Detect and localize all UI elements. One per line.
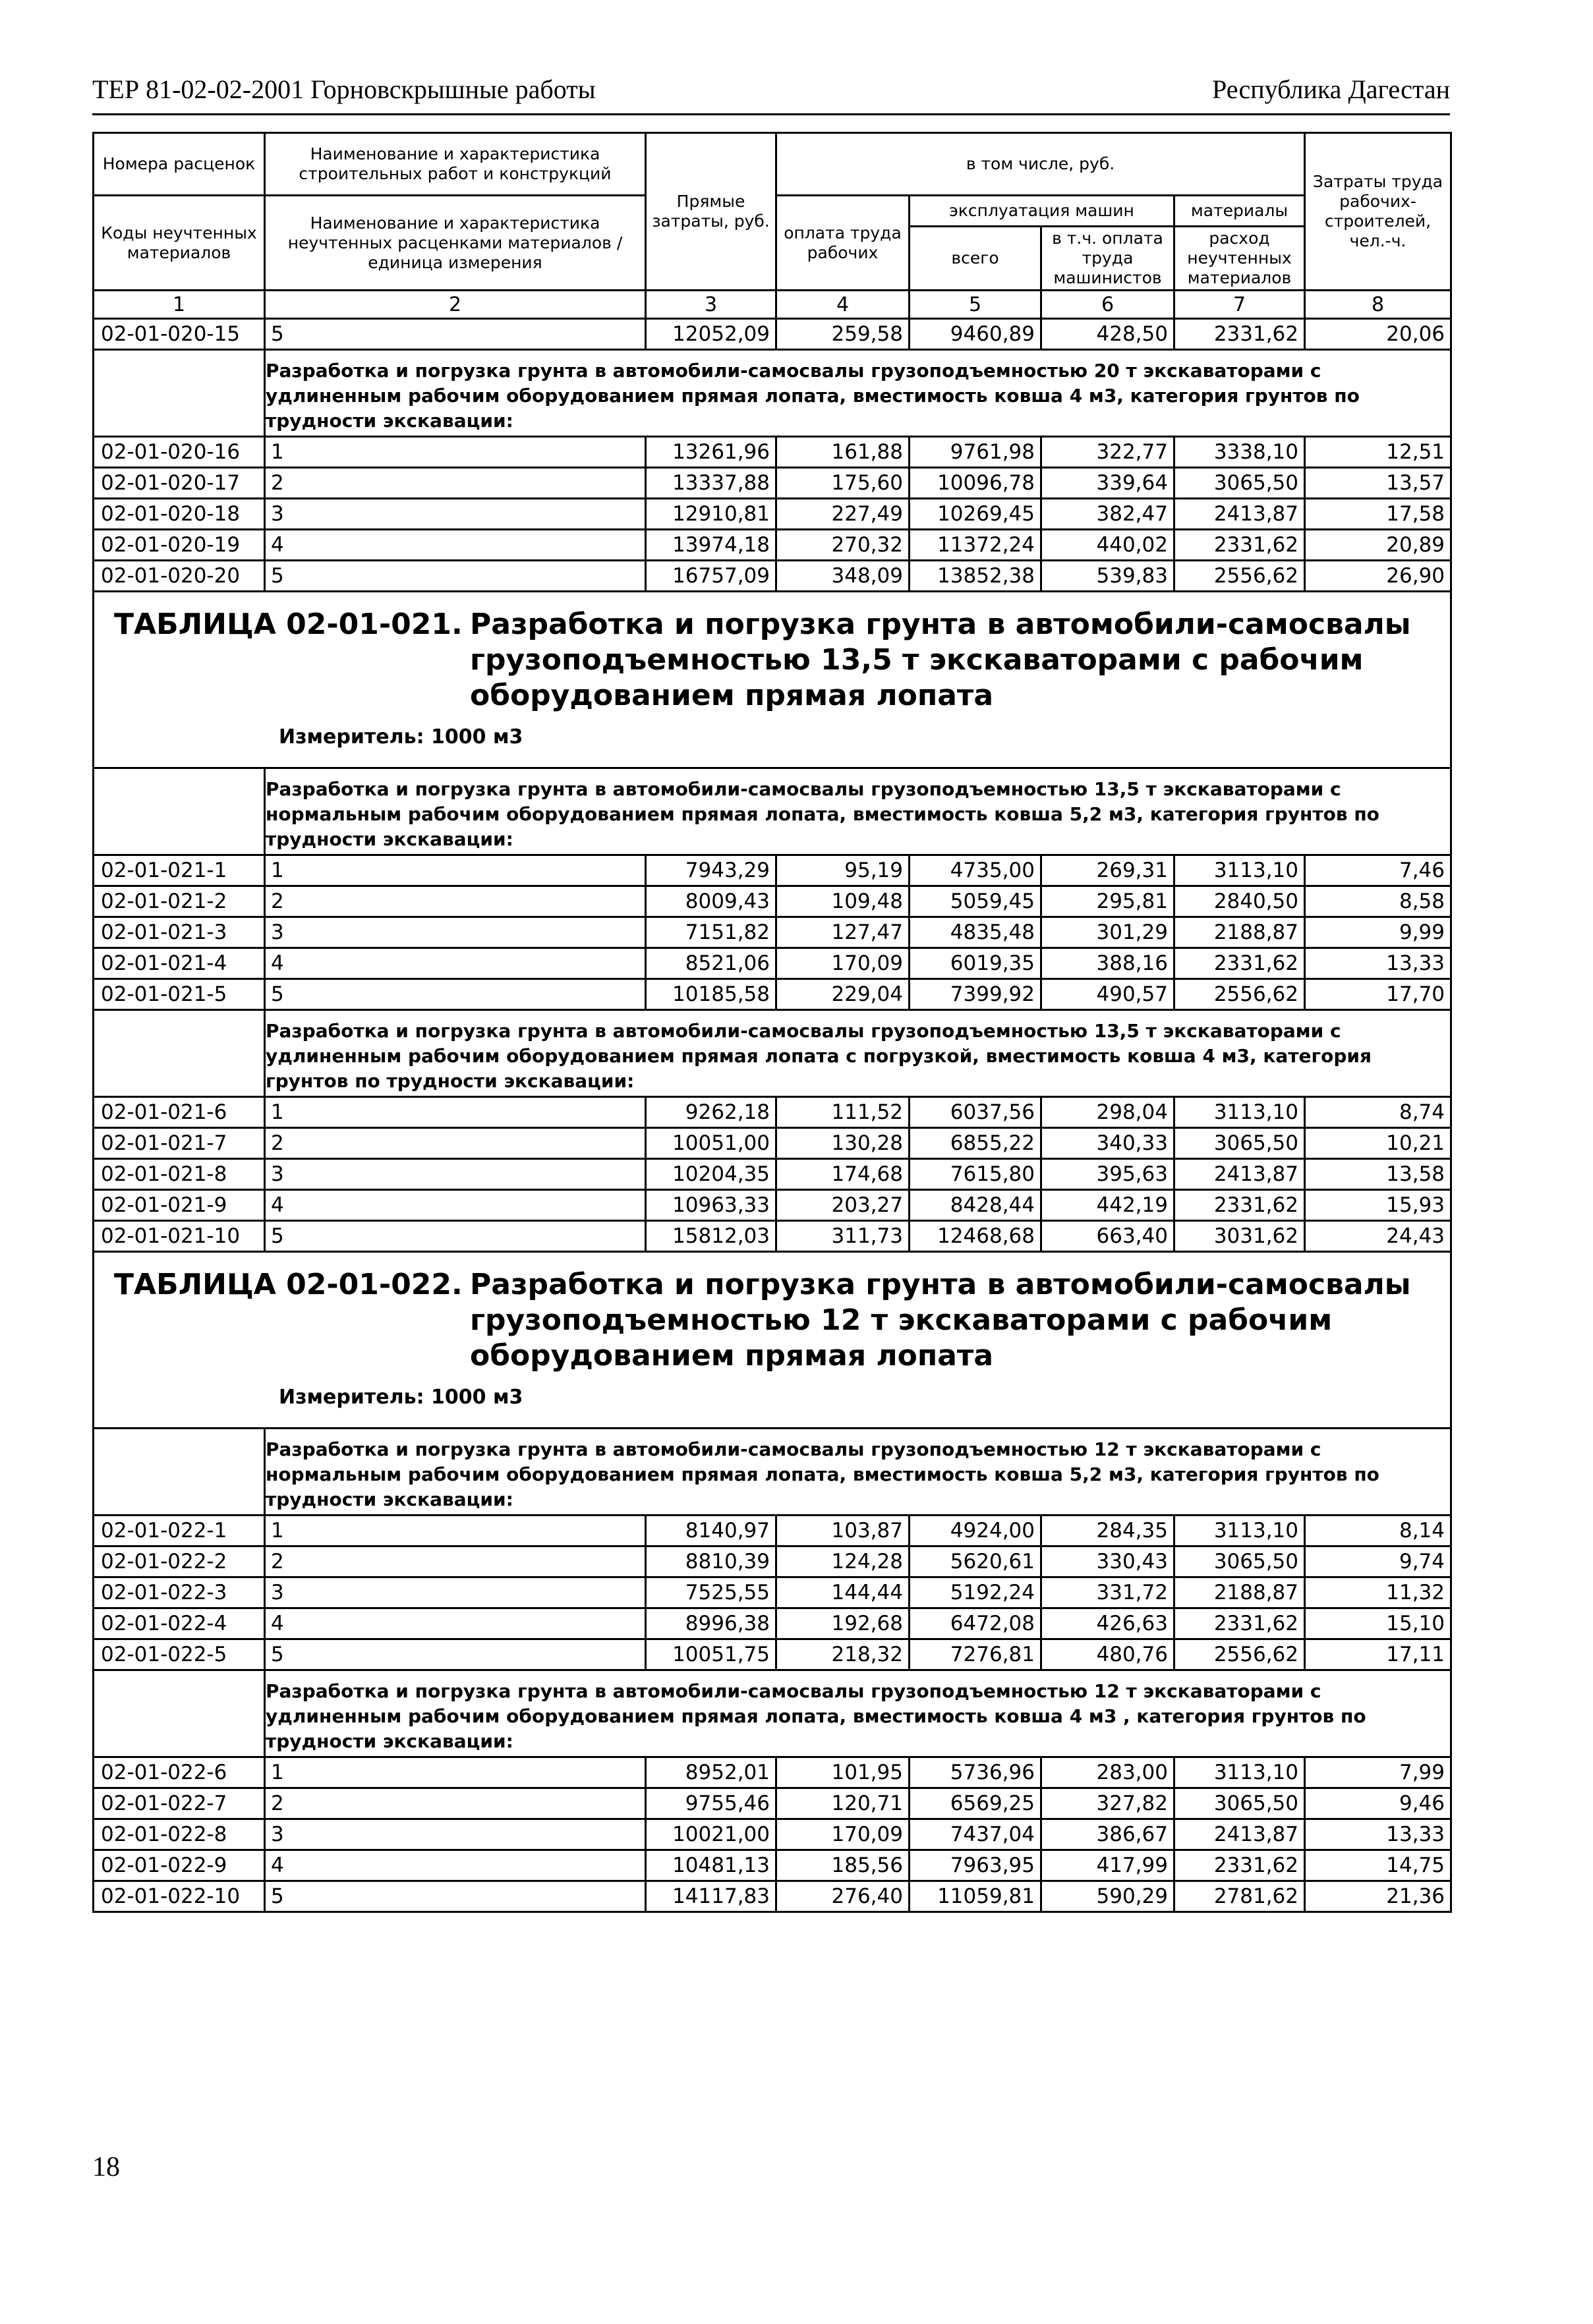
operator-wages: 490,57	[1041, 979, 1174, 1010]
worker-wages: 175,60	[776, 468, 910, 499]
materials-cost: 2556,62	[1174, 979, 1305, 1010]
rate-index: 1	[265, 437, 646, 468]
section-description-row	[94, 1429, 1451, 1516]
col-number: 3	[646, 291, 776, 319]
materials-cost: 3065,50	[1174, 1788, 1305, 1819]
labor-hours: 26,90	[1305, 561, 1451, 592]
direct-cost: 10051,75	[646, 1639, 776, 1670]
rate-code: 02-01-021-4	[94, 948, 265, 979]
rate-index: 1	[265, 855, 646, 886]
operator-wages: 269,31	[1041, 855, 1174, 886]
worker-wages: 95,19	[776, 855, 910, 886]
operator-wages: 298,04	[1041, 1097, 1174, 1128]
rate-code: 02-01-020-20	[94, 561, 265, 592]
machine-cost: 12468,68	[910, 1221, 1041, 1252]
table-row	[94, 468, 1451, 499]
rate-code: 02-01-022-3	[94, 1577, 265, 1608]
table-row	[94, 499, 1451, 530]
machine-cost: 11059,81	[910, 1881, 1041, 1912]
rate-index: 3	[265, 499, 646, 530]
machine-cost: 13852,38	[910, 561, 1041, 592]
labor-hours: 8,58	[1305, 886, 1451, 917]
machine-cost: 5059,45	[910, 886, 1041, 917]
machine-cost: 6019,35	[910, 948, 1041, 979]
rate-code: 02-01-021-8	[94, 1159, 265, 1190]
operator-wages: 663,40	[1041, 1221, 1174, 1252]
worker-wages: 276,40	[776, 1881, 910, 1912]
header-document-title: ТЕР 81-02-02-2001 Горновскрышные работы	[92, 74, 596, 104]
labor-hours: 24,43	[1305, 1221, 1451, 1252]
section-description-row	[94, 1670, 1451, 1757]
table-row	[94, 1097, 1451, 1128]
table-row	[94, 948, 1451, 979]
materials-cost: 2331,62	[1174, 948, 1305, 979]
operator-wages: 442,19	[1041, 1190, 1174, 1221]
worker-wages: 103,87	[776, 1516, 910, 1546]
labor-hours: 7,99	[1305, 1757, 1451, 1788]
machine-cost: 4924,00	[910, 1516, 1041, 1546]
col-number: 7	[1174, 291, 1305, 319]
col-number: 8	[1305, 291, 1451, 319]
col-head-including: в том числе, руб.	[776, 133, 1305, 196]
labor-hours: 14,75	[1305, 1850, 1451, 1881]
rate-code: 02-01-021-2	[94, 886, 265, 917]
materials-cost: 2188,87	[1174, 1577, 1305, 1608]
worker-wages: 109,48	[776, 886, 910, 917]
operator-wages: 295,81	[1041, 886, 1174, 917]
machine-cost: 5736,96	[910, 1757, 1041, 1788]
rate-index: 2	[265, 468, 646, 499]
direct-cost: 10185,58	[646, 979, 776, 1010]
machine-cost: 4735,00	[910, 855, 1041, 886]
worker-wages: 259,58	[776, 319, 910, 350]
direct-cost: 10204,35	[646, 1159, 776, 1190]
header-rule	[92, 113, 1450, 115]
materials-cost: 2840,50	[1174, 886, 1305, 917]
labor-hours: 20,06	[1305, 319, 1451, 350]
table-row	[94, 1788, 1451, 1819]
rate-index: 4	[265, 1190, 646, 1221]
col-head-codes-top: Номера расценок	[94, 133, 265, 196]
labor-hours: 12,51	[1305, 437, 1451, 468]
worker-wages: 170,09	[776, 1819, 910, 1850]
direct-cost: 16757,09	[646, 561, 776, 592]
worker-wages: 203,27	[776, 1190, 910, 1221]
rate-index: 4	[265, 948, 646, 979]
direct-cost: 8009,43	[646, 886, 776, 917]
machine-cost: 8428,44	[910, 1190, 1041, 1221]
direct-cost: 10051,00	[646, 1128, 776, 1159]
worker-wages: 270,32	[776, 530, 910, 561]
operator-wages: 340,33	[1041, 1128, 1174, 1159]
worker-wages: 144,44	[776, 1577, 910, 1608]
table-title-row	[94, 1252, 1451, 1429]
section-description: Разработка и погрузка грунта в автомобили-самосвалы грузоподъемностью 13,5 т экскаваторами с удлиненным рабочим оборудованием прямая лопата с погрузкой, вместимость ковша 4 м3, категория грунтов по трудности экскавации:	[265, 1010, 1451, 1097]
rate-code: 02-01-022-5	[94, 1639, 265, 1670]
table-row	[94, 979, 1451, 1010]
labor-hours: 15,93	[1305, 1190, 1451, 1221]
direct-cost: 7525,55	[646, 1577, 776, 1608]
direct-cost: 9755,46	[646, 1788, 776, 1819]
machine-cost: 4835,48	[910, 917, 1041, 948]
rate-code: 02-01-020-19	[94, 530, 265, 561]
table-label: ТАБЛИЦА 02-01-022.	[114, 1268, 463, 1301]
table-row	[94, 1546, 1451, 1577]
table-row	[94, 917, 1451, 948]
direct-cost: 7151,82	[646, 917, 776, 948]
section-description-row	[94, 768, 1451, 855]
table-row	[94, 561, 1451, 592]
operator-wages: 428,50	[1041, 319, 1174, 350]
worker-wages: 174,68	[776, 1159, 910, 1190]
worker-wages: 192,68	[776, 1608, 910, 1639]
labor-hours: 8,74	[1305, 1097, 1451, 1128]
section-description: Разработка и погрузка грунта в автомобили-самосвалы грузоподъемностью 12 т экскаваторами с нормальным рабочим оборудованием прямая лопата, вместимость ковша 5,2 м3, категория грунтов по трудности экскавации:	[265, 1429, 1451, 1516]
rate-index: 3	[265, 1819, 646, 1850]
table-label: ТАБЛИЦА 02-01-021.	[114, 608, 463, 641]
worker-wages: 227,49	[776, 499, 910, 530]
machine-cost: 6569,25	[910, 1788, 1041, 1819]
materials-cost: 3065,50	[1174, 1546, 1305, 1577]
table-row	[94, 886, 1451, 917]
col-number: 4	[776, 291, 910, 319]
worker-wages: 120,71	[776, 1788, 910, 1819]
rate-code: 02-01-020-15	[94, 319, 265, 350]
section-description: Разработка и погрузка грунта в автомобили-самосвалы грузоподъемностью 13,5 т экскаваторами с нормальным рабочим оборудованием прямая лопата, вместимость ковша 5,2 м3, категория грунтов по трудности экскавации:	[265, 768, 1451, 855]
table-row	[94, 1516, 1451, 1546]
table-row	[94, 1881, 1451, 1912]
rate-code: 02-01-020-16	[94, 437, 265, 468]
machine-cost: 7276,81	[910, 1639, 1041, 1670]
machine-cost: 6855,22	[910, 1128, 1041, 1159]
operator-wages: 426,63	[1041, 1608, 1174, 1639]
labor-hours: 20,89	[1305, 530, 1451, 561]
direct-cost: 12052,09	[646, 319, 776, 350]
materials-cost: 3113,10	[1174, 855, 1305, 886]
section-description: Разработка и погрузка грунта в автомобили-самосвалы грузоподъемностью 12 т экскаваторами с удлиненным рабочим оборудованием прямая лопата, вместимость ковша 4 м3 , категория грунтов по трудности экскавации:	[265, 1670, 1451, 1757]
col-number: 1	[94, 291, 265, 319]
rate-code: 02-01-020-17	[94, 468, 265, 499]
col-head-machines-total: всего	[910, 227, 1041, 291]
direct-cost: 8521,06	[646, 948, 776, 979]
materials-cost: 2413,87	[1174, 1159, 1305, 1190]
direct-cost: 14117,83	[646, 1881, 776, 1912]
worker-wages: 348,09	[776, 561, 910, 592]
labor-hours: 17,70	[1305, 979, 1451, 1010]
operator-wages: 330,43	[1041, 1546, 1174, 1577]
rate-index: 5	[265, 979, 646, 1010]
rate-code: 02-01-021-6	[94, 1097, 265, 1128]
machine-cost: 6472,08	[910, 1608, 1041, 1639]
labor-hours: 21,36	[1305, 1881, 1451, 1912]
direct-cost: 10963,33	[646, 1190, 776, 1221]
rate-code: 02-01-021-10	[94, 1221, 265, 1252]
labor-hours: 9,74	[1305, 1546, 1451, 1577]
materials-cost: 2331,62	[1174, 1850, 1305, 1881]
price-table	[92, 132, 1452, 1913]
direct-cost: 8810,39	[646, 1546, 776, 1577]
operator-wages: 388,16	[1041, 948, 1174, 979]
rate-index: 1	[265, 1757, 646, 1788]
table-row	[94, 1819, 1451, 1850]
col-head-direct: Прямые затраты, руб.	[646, 133, 776, 291]
materials-cost: 3113,10	[1174, 1097, 1305, 1128]
col-head-name-bottom: Наименование и характеристика неучтенных расценками материалов / единица измерения	[265, 196, 646, 291]
col-number: 2	[265, 291, 646, 319]
table-row	[94, 319, 1451, 350]
col-head-wages: оплата труда рабочих	[776, 196, 910, 291]
col-head-materials: материалы	[1174, 196, 1305, 227]
section-description: Разработка и погрузка грунта в автомобили-самосвалы грузоподъемностью 20 т экскаваторами с удлиненным рабочим оборудованием прямая лопата, вместимость ковша 4 м3, категория грунтов по трудности экскавации:	[265, 350, 1451, 437]
materials-cost: 3065,50	[1174, 468, 1305, 499]
direct-cost: 13337,88	[646, 468, 776, 499]
materials-cost: 2188,87	[1174, 917, 1305, 948]
materials-cost: 3113,10	[1174, 1516, 1305, 1546]
table-row	[94, 1608, 1451, 1639]
labor-hours: 15,10	[1305, 1608, 1451, 1639]
rate-code: 02-01-022-2	[94, 1546, 265, 1577]
direct-cost: 13974,18	[646, 530, 776, 561]
table-row	[94, 1850, 1451, 1881]
labor-hours: 13,58	[1305, 1159, 1451, 1190]
materials-cost: 2331,62	[1174, 1608, 1305, 1639]
operator-wages: 382,47	[1041, 499, 1174, 530]
col-head-name-top: Наименование и характеристика строительных работ и конструкций	[265, 133, 646, 196]
materials-cost: 3338,10	[1174, 437, 1305, 468]
table-row	[94, 1190, 1451, 1221]
worker-wages: 161,88	[776, 437, 910, 468]
labor-hours: 7,46	[1305, 855, 1451, 886]
rate-code: 02-01-022-1	[94, 1516, 265, 1546]
machine-cost: 7615,80	[910, 1159, 1041, 1190]
materials-cost: 2331,62	[1174, 1190, 1305, 1221]
machine-cost: 7963,95	[910, 1850, 1041, 1881]
table-title-row	[94, 592, 1451, 768]
table-row	[94, 1159, 1451, 1190]
rate-index: 2	[265, 1546, 646, 1577]
rate-index: 1	[265, 1516, 646, 1546]
table-row	[94, 1639, 1451, 1670]
materials-cost: 2331,62	[1174, 530, 1305, 561]
operator-wages: 284,35	[1041, 1516, 1174, 1546]
operator-wages: 386,67	[1041, 1819, 1174, 1850]
worker-wages: 130,28	[776, 1128, 910, 1159]
rate-code: 02-01-022-6	[94, 1757, 265, 1788]
materials-cost: 2413,87	[1174, 1819, 1305, 1850]
table-title: Разработка и погрузка грунта в автомобили-самосвалы грузоподъемностью 13,5 т экскаваторами с рабочим оборудованием прямая лопата	[470, 608, 1411, 712]
worker-wages: 101,95	[776, 1757, 910, 1788]
rate-code: 02-01-022-4	[94, 1608, 265, 1639]
materials-cost: 2331,62	[1174, 319, 1305, 350]
rate-code: 02-01-021-5	[94, 979, 265, 1010]
labor-hours: 17,58	[1305, 499, 1451, 530]
direct-cost: 12910,81	[646, 499, 776, 530]
operator-wages: 590,29	[1041, 1881, 1174, 1912]
rate-code: 02-01-022-7	[94, 1788, 265, 1819]
table-unit: Измеритель: 1000 м3	[279, 1386, 523, 1409]
rate-index: 1	[265, 1097, 646, 1128]
rate-index: 3	[265, 917, 646, 948]
rate-index: 5	[265, 561, 646, 592]
machine-cost: 10269,45	[910, 499, 1041, 530]
labor-hours: 11,32	[1305, 1577, 1451, 1608]
rate-index: 5	[265, 1639, 646, 1670]
rate-code: 02-01-022-10	[94, 1881, 265, 1912]
machine-cost: 9761,98	[910, 437, 1041, 468]
labor-hours: 8,14	[1305, 1516, 1451, 1546]
rate-index: 5	[265, 319, 646, 350]
rate-index: 2	[265, 1128, 646, 1159]
direct-cost: 15812,03	[646, 1221, 776, 1252]
table-row	[94, 1128, 1451, 1159]
operator-wages: 539,83	[1041, 561, 1174, 592]
machine-cost: 5620,61	[910, 1546, 1041, 1577]
worker-wages: 111,52	[776, 1097, 910, 1128]
worker-wages: 170,09	[776, 948, 910, 979]
rate-index: 4	[265, 1850, 646, 1881]
operator-wages: 283,00	[1041, 1757, 1174, 1788]
materials-cost: 3065,50	[1174, 1128, 1305, 1159]
worker-wages: 229,04	[776, 979, 910, 1010]
materials-cost: 2556,62	[1174, 561, 1305, 592]
machine-cost: 10096,78	[910, 468, 1041, 499]
worker-wages: 311,73	[776, 1221, 910, 1252]
section-description-row	[94, 350, 1451, 437]
rate-code: 02-01-020-18	[94, 499, 265, 530]
machine-cost: 5192,24	[910, 1577, 1041, 1608]
table-row	[94, 530, 1451, 561]
table-row	[94, 1221, 1451, 1252]
rate-index: 4	[265, 1608, 646, 1639]
rate-index: 4	[265, 530, 646, 561]
labor-hours: 13,33	[1305, 948, 1451, 979]
direct-cost: 7943,29	[646, 855, 776, 886]
table-row	[94, 437, 1451, 468]
labor-hours: 9,46	[1305, 1788, 1451, 1819]
col-head-machines: эксплуатация машин	[910, 196, 1174, 227]
labor-hours: 13,57	[1305, 468, 1451, 499]
table-row	[94, 1577, 1451, 1608]
running-header	[92, 74, 1450, 113]
worker-wages: 218,32	[776, 1639, 910, 1670]
direct-cost: 8996,38	[646, 1608, 776, 1639]
direct-cost: 10481,13	[646, 1850, 776, 1881]
operator-wages: 301,29	[1041, 917, 1174, 948]
rate-code: 02-01-022-8	[94, 1819, 265, 1850]
machine-cost: 9460,89	[910, 319, 1041, 350]
table-title: Разработка и погрузка грунта в автомобили-самосвалы грузоподъемностью 12 т экскаваторами с рабочим оборудованием прямая лопата	[470, 1268, 1411, 1373]
rate-code: 02-01-021-7	[94, 1128, 265, 1159]
operator-wages: 480,76	[1041, 1639, 1174, 1670]
labor-hours: 10,21	[1305, 1128, 1451, 1159]
materials-cost: 2781,62	[1174, 1881, 1305, 1912]
section-description-row	[94, 1010, 1451, 1097]
operator-wages: 417,99	[1041, 1850, 1174, 1881]
page-number: 18	[92, 2152, 120, 2182]
col-head-machines-wages: в т.ч. оплата труда машинистов	[1041, 227, 1174, 291]
rate-index: 2	[265, 886, 646, 917]
col-head-codes-bottom: Коды неучтенных материалов	[94, 196, 265, 291]
operator-wages: 395,63	[1041, 1159, 1174, 1190]
machine-cost: 7399,92	[910, 979, 1041, 1010]
operator-wages: 339,64	[1041, 468, 1174, 499]
col-head-materials-sub: расход неучтенных материалов	[1174, 227, 1305, 291]
labor-hours: 13,33	[1305, 1819, 1451, 1850]
table-row	[94, 1757, 1451, 1788]
labor-hours: 9,99	[1305, 917, 1451, 948]
operator-wages: 322,77	[1041, 437, 1174, 468]
header-region: Республика Дагестан	[1212, 74, 1450, 104]
labor-hours: 17,11	[1305, 1639, 1451, 1670]
rate-code: 02-01-021-9	[94, 1190, 265, 1221]
rate-index: 5	[265, 1881, 646, 1912]
worker-wages: 185,56	[776, 1850, 910, 1881]
rate-index: 3	[265, 1159, 646, 1190]
rate-index: 3	[265, 1577, 646, 1608]
worker-wages: 127,47	[776, 917, 910, 948]
rate-code: 02-01-021-3	[94, 917, 265, 948]
direct-cost: 8952,01	[646, 1757, 776, 1788]
operator-wages: 331,72	[1041, 1577, 1174, 1608]
rate-code: 02-01-021-1	[94, 855, 265, 886]
col-number: 6	[1041, 291, 1174, 319]
materials-cost: 3113,10	[1174, 1757, 1305, 1788]
machine-cost: 6037,56	[910, 1097, 1041, 1128]
machine-cost: 11372,24	[910, 530, 1041, 561]
table-unit: Измеритель: 1000 м3	[279, 725, 523, 749]
col-head-labor: Затраты труда рабочих-строителей, чел.-ч.	[1305, 133, 1451, 291]
rate-code: 02-01-022-9	[94, 1850, 265, 1881]
operator-wages: 327,82	[1041, 1788, 1174, 1819]
rate-index: 5	[265, 1221, 646, 1252]
materials-cost: 3031,62	[1174, 1221, 1305, 1252]
direct-cost: 8140,97	[646, 1516, 776, 1546]
rate-index: 2	[265, 1788, 646, 1819]
direct-cost: 10021,00	[646, 1819, 776, 1850]
col-number: 5	[910, 291, 1041, 319]
materials-cost: 2556,62	[1174, 1639, 1305, 1670]
machine-cost: 7437,04	[910, 1819, 1041, 1850]
direct-cost: 13261,96	[646, 437, 776, 468]
operator-wages: 440,02	[1041, 530, 1174, 561]
worker-wages: 124,28	[776, 1546, 910, 1577]
table-row	[94, 855, 1451, 886]
direct-cost: 9262,18	[646, 1097, 776, 1128]
materials-cost: 2413,87	[1174, 499, 1305, 530]
